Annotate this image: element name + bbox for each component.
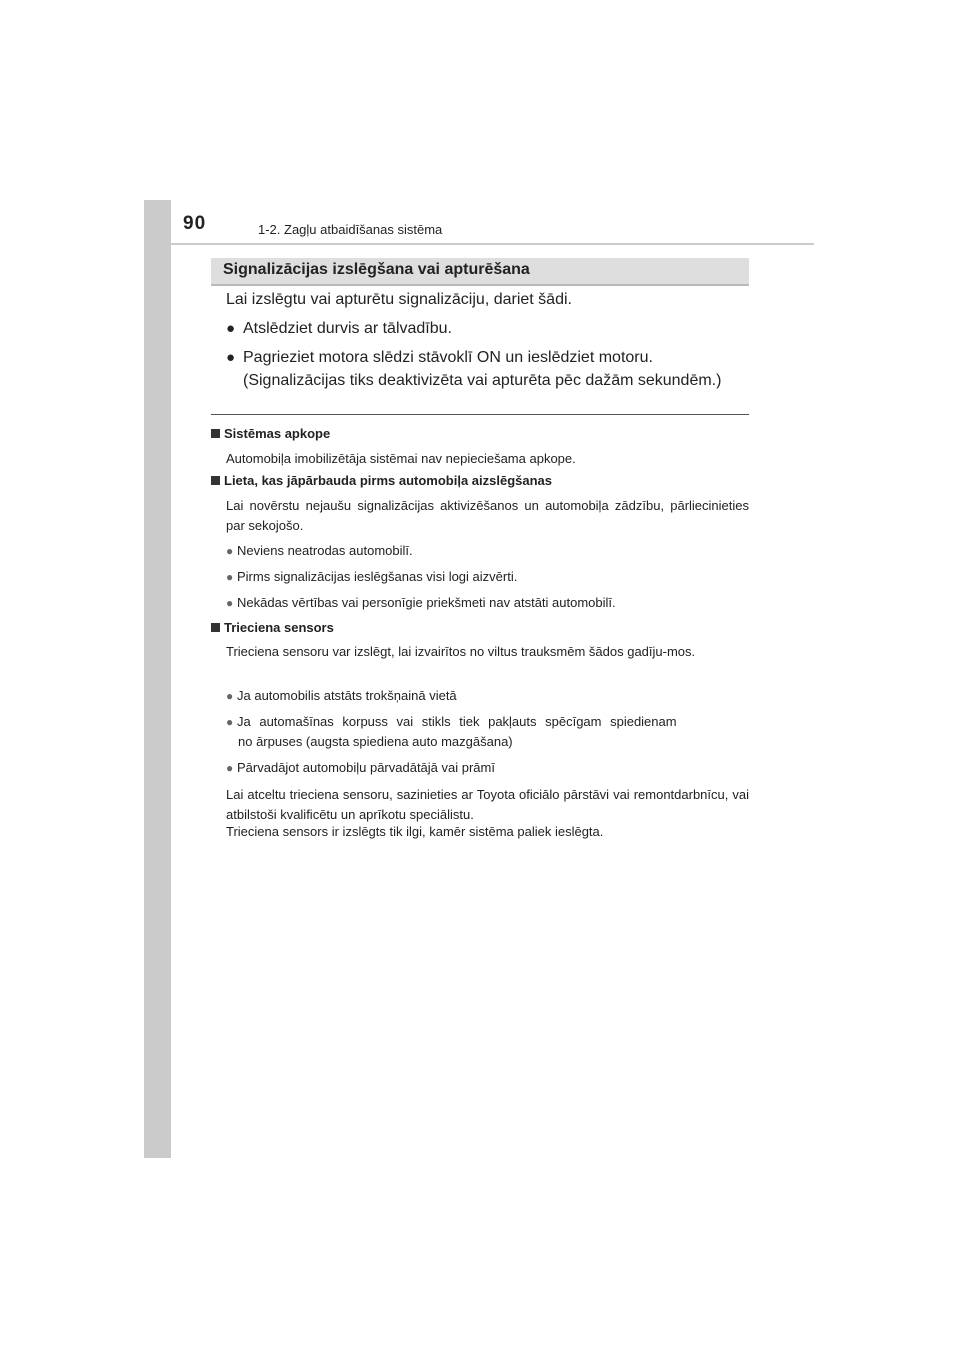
section-header: 1-2. Zagļu atbaidīšanas sistēma <box>258 222 443 237</box>
section-shock-sensor-text: Trieciena sensoru var izslēgt, lai izvairītos no viltus trauksmēm šādos gadīju-mos. <box>226 644 696 659</box>
square-bullet-icon <box>211 623 220 632</box>
section-heading-shock-sensor: Trieciena sensors <box>211 620 334 635</box>
box-title: Signalizācijas izslēgšana vai apturēšana <box>223 261 530 278</box>
sensor-item-2: ● Ja automašīnas korpuss vai stikls tiek pakļauts spēcīgam spiedienam <box>226 712 749 732</box>
square-bullet-icon <box>211 476 220 485</box>
section-heading-maintenance: Sistēmas apkope <box>211 426 330 441</box>
bullet-icon: ● <box>226 570 234 584</box>
side-tab-bar <box>144 200 171 1158</box>
section-divider <box>211 414 749 415</box>
bullet-icon: ● <box>226 544 234 558</box>
page-number: 90 <box>183 213 207 234</box>
sensor-item-3: ● Pārvadājot automobiļu pārvadātājā vai prāmī <box>226 758 495 778</box>
check-item-2: ● Pirms signalizācijas ieslēgšanas visi logi aizvērti. <box>226 567 517 587</box>
check-item-3: ● Nekādas vērtības vai personīgie priekšmeti nav atstāti automobilī. <box>226 593 616 613</box>
sensor-duration-text: Trieciena sensors ir izslēgts tik ilgi, kamēr sistēma paliek ieslēgta. <box>226 824 604 839</box>
bullet-icon: ● <box>226 761 234 775</box>
square-bullet-icon <box>211 429 220 438</box>
intro-text: Lai izslēgtu vai apturētu signalizāciju, dariet šādi. <box>226 291 572 308</box>
main-bullet-1-text: Atslēdziet durvis ar tālvadību. <box>243 320 452 337</box>
check-item-1: ● Neviens neatrodas automobilī. <box>226 541 413 561</box>
section-heading-check: Lieta, kas jāpārbauda pirms automobiļa aizslēgšanas <box>211 473 552 488</box>
sensor-cancel-text: Lai atceltu trieciena sensoru, sazinieties ar Toyota oficiālo pārstāvi vai remontdarbnīcu, vai atbilstoši kvalificētu un aprīkotu speciālistu. <box>226 787 749 822</box>
header-divider <box>144 243 814 245</box>
section-maintenance-text: Automobiļa imobilizētāja sistēmai nav nepieciešama apkope. <box>226 451 576 466</box>
bullet-icon: ● <box>226 349 236 366</box>
main-bullet-2-continuation: (Signalizācijas tiks deaktivizēta vai apturēta pēc dažām sekundēm.) <box>243 372 722 389</box>
main-bullet-2-text: Pagrieziet motora slēdzi stāvoklī ON un ieslēdziet motoru. <box>243 349 653 366</box>
bullet-icon: ● <box>226 320 236 337</box>
box-title-bar <box>211 258 749 286</box>
section-check-text: Lai novērstu nejaušu signalizācijas aktivizēšanos un automobiļa zādzību, pārliecinieties par sekojošo. <box>226 498 749 533</box>
bullet-icon: ● <box>226 596 234 610</box>
bullet-icon: ● <box>226 689 234 703</box>
bullet-icon: ● <box>226 715 234 729</box>
sensor-item-2-continuation: no ārpuses (augsta spiediena auto mazgāšana) <box>238 734 513 749</box>
sensor-item-1: ● Ja automobilis atstāts trokšņainā vietā <box>226 686 457 706</box>
